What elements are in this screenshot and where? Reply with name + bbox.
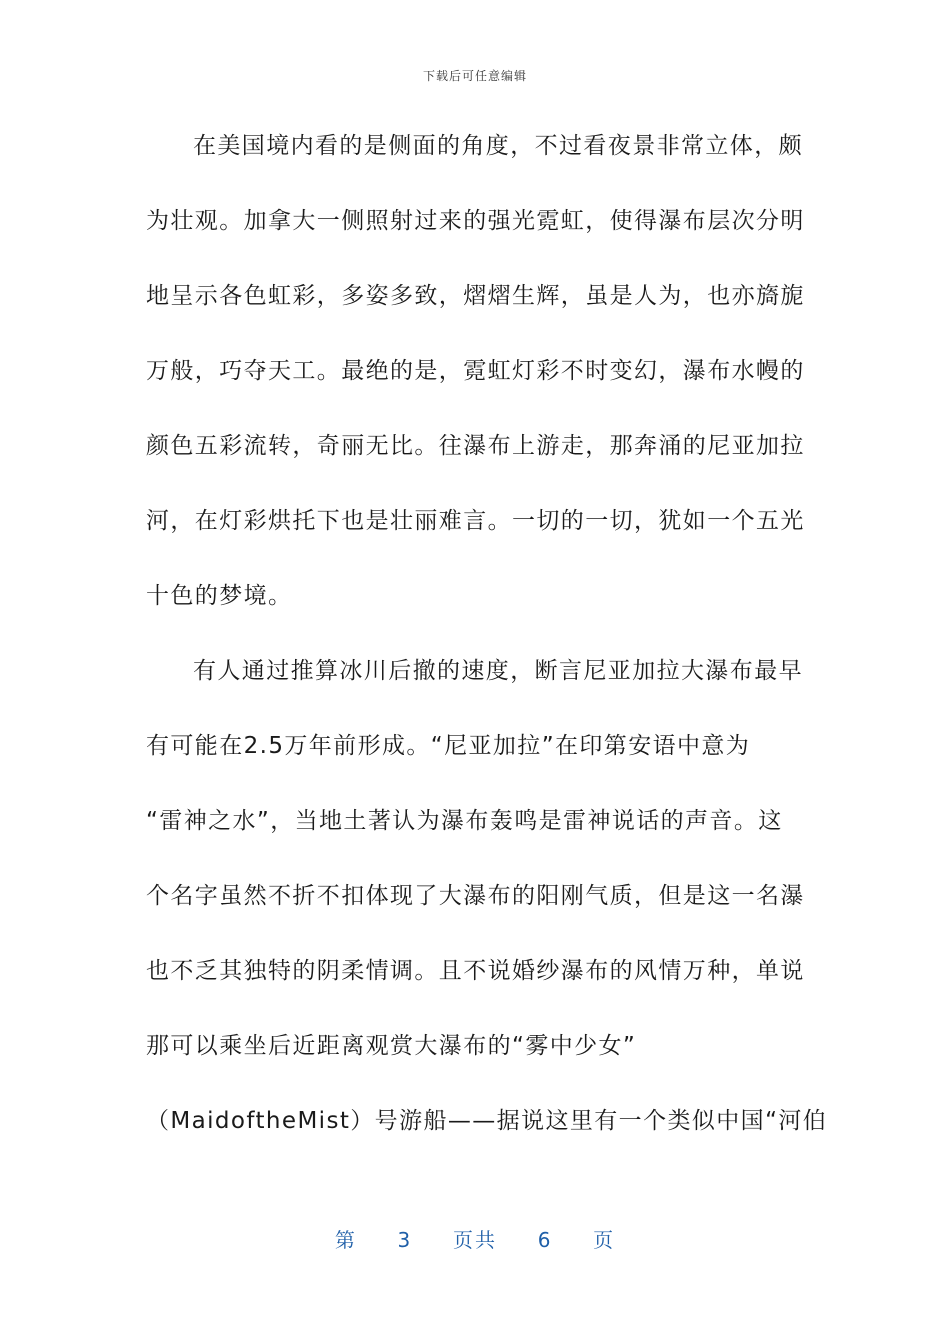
footer-middle: 页共 <box>453 1228 497 1252</box>
text-line: 十色的梦境。 <box>146 583 293 609</box>
text-line: 有人通过推算冰川后撤的速度，断言尼亚加拉大瀑布最早 <box>193 658 803 684</box>
text-line: “雷神之水”，当地土著认为瀑布轰鸣是雷神说话的声音。这 <box>146 808 783 834</box>
document-body <box>146 126 828 1176</box>
text-line: 那可以乘坐后近距离观赏大瀑布的“雾中少女” <box>146 1033 637 1059</box>
text-line: 河，在灯彩烘托下也是壮丽难言。一切的一切，犹如一个五光 <box>146 508 805 534</box>
text-line: 在美国境内看的是侧面的角度，不过看夜景非常立体，颇 <box>193 133 803 159</box>
page-header: 下载后可任意编辑 <box>422 69 527 83</box>
text-line: （MaidoftheMist）号游船——据说这里有一个类似中国“河伯 <box>146 1108 828 1134</box>
text-line: 个名字虽然不折不扣体现了大瀑布的阳刚气质，但是这一名瀑 <box>146 883 805 909</box>
text-line: 有可能在2.5万年前形成。“尼亚加拉”在印第安语中意为 <box>146 733 751 759</box>
text-line: 万般，巧夺天工。最绝的是，霓虹灯彩不时变幻，瀑布水幔的 <box>146 358 805 384</box>
text-line: 地呈示各色虹彩，多姿多致，熠熠生辉，虽是人为，也亦旖旎 <box>146 283 805 309</box>
page-footer <box>0 1224 950 1253</box>
footer-prefix: 第 <box>334 1228 357 1252</box>
text-line: 颜色五彩流转，奇丽无比。往瀑布上游走，那奔涌的尼亚加拉 <box>146 433 805 459</box>
text-line: 也不乏其独特的阴柔情调。且不说婚纱瀑布的风情万种，单说 <box>146 958 805 984</box>
current-page-number: 3 <box>397 1228 413 1252</box>
footer-suffix: 页 <box>593 1228 616 1252</box>
text-line: 为壮观。加拿大一侧照射过来的强光霓虹，使得瀑布层次分明 <box>146 208 805 234</box>
total-pages-number: 6 <box>537 1228 553 1252</box>
